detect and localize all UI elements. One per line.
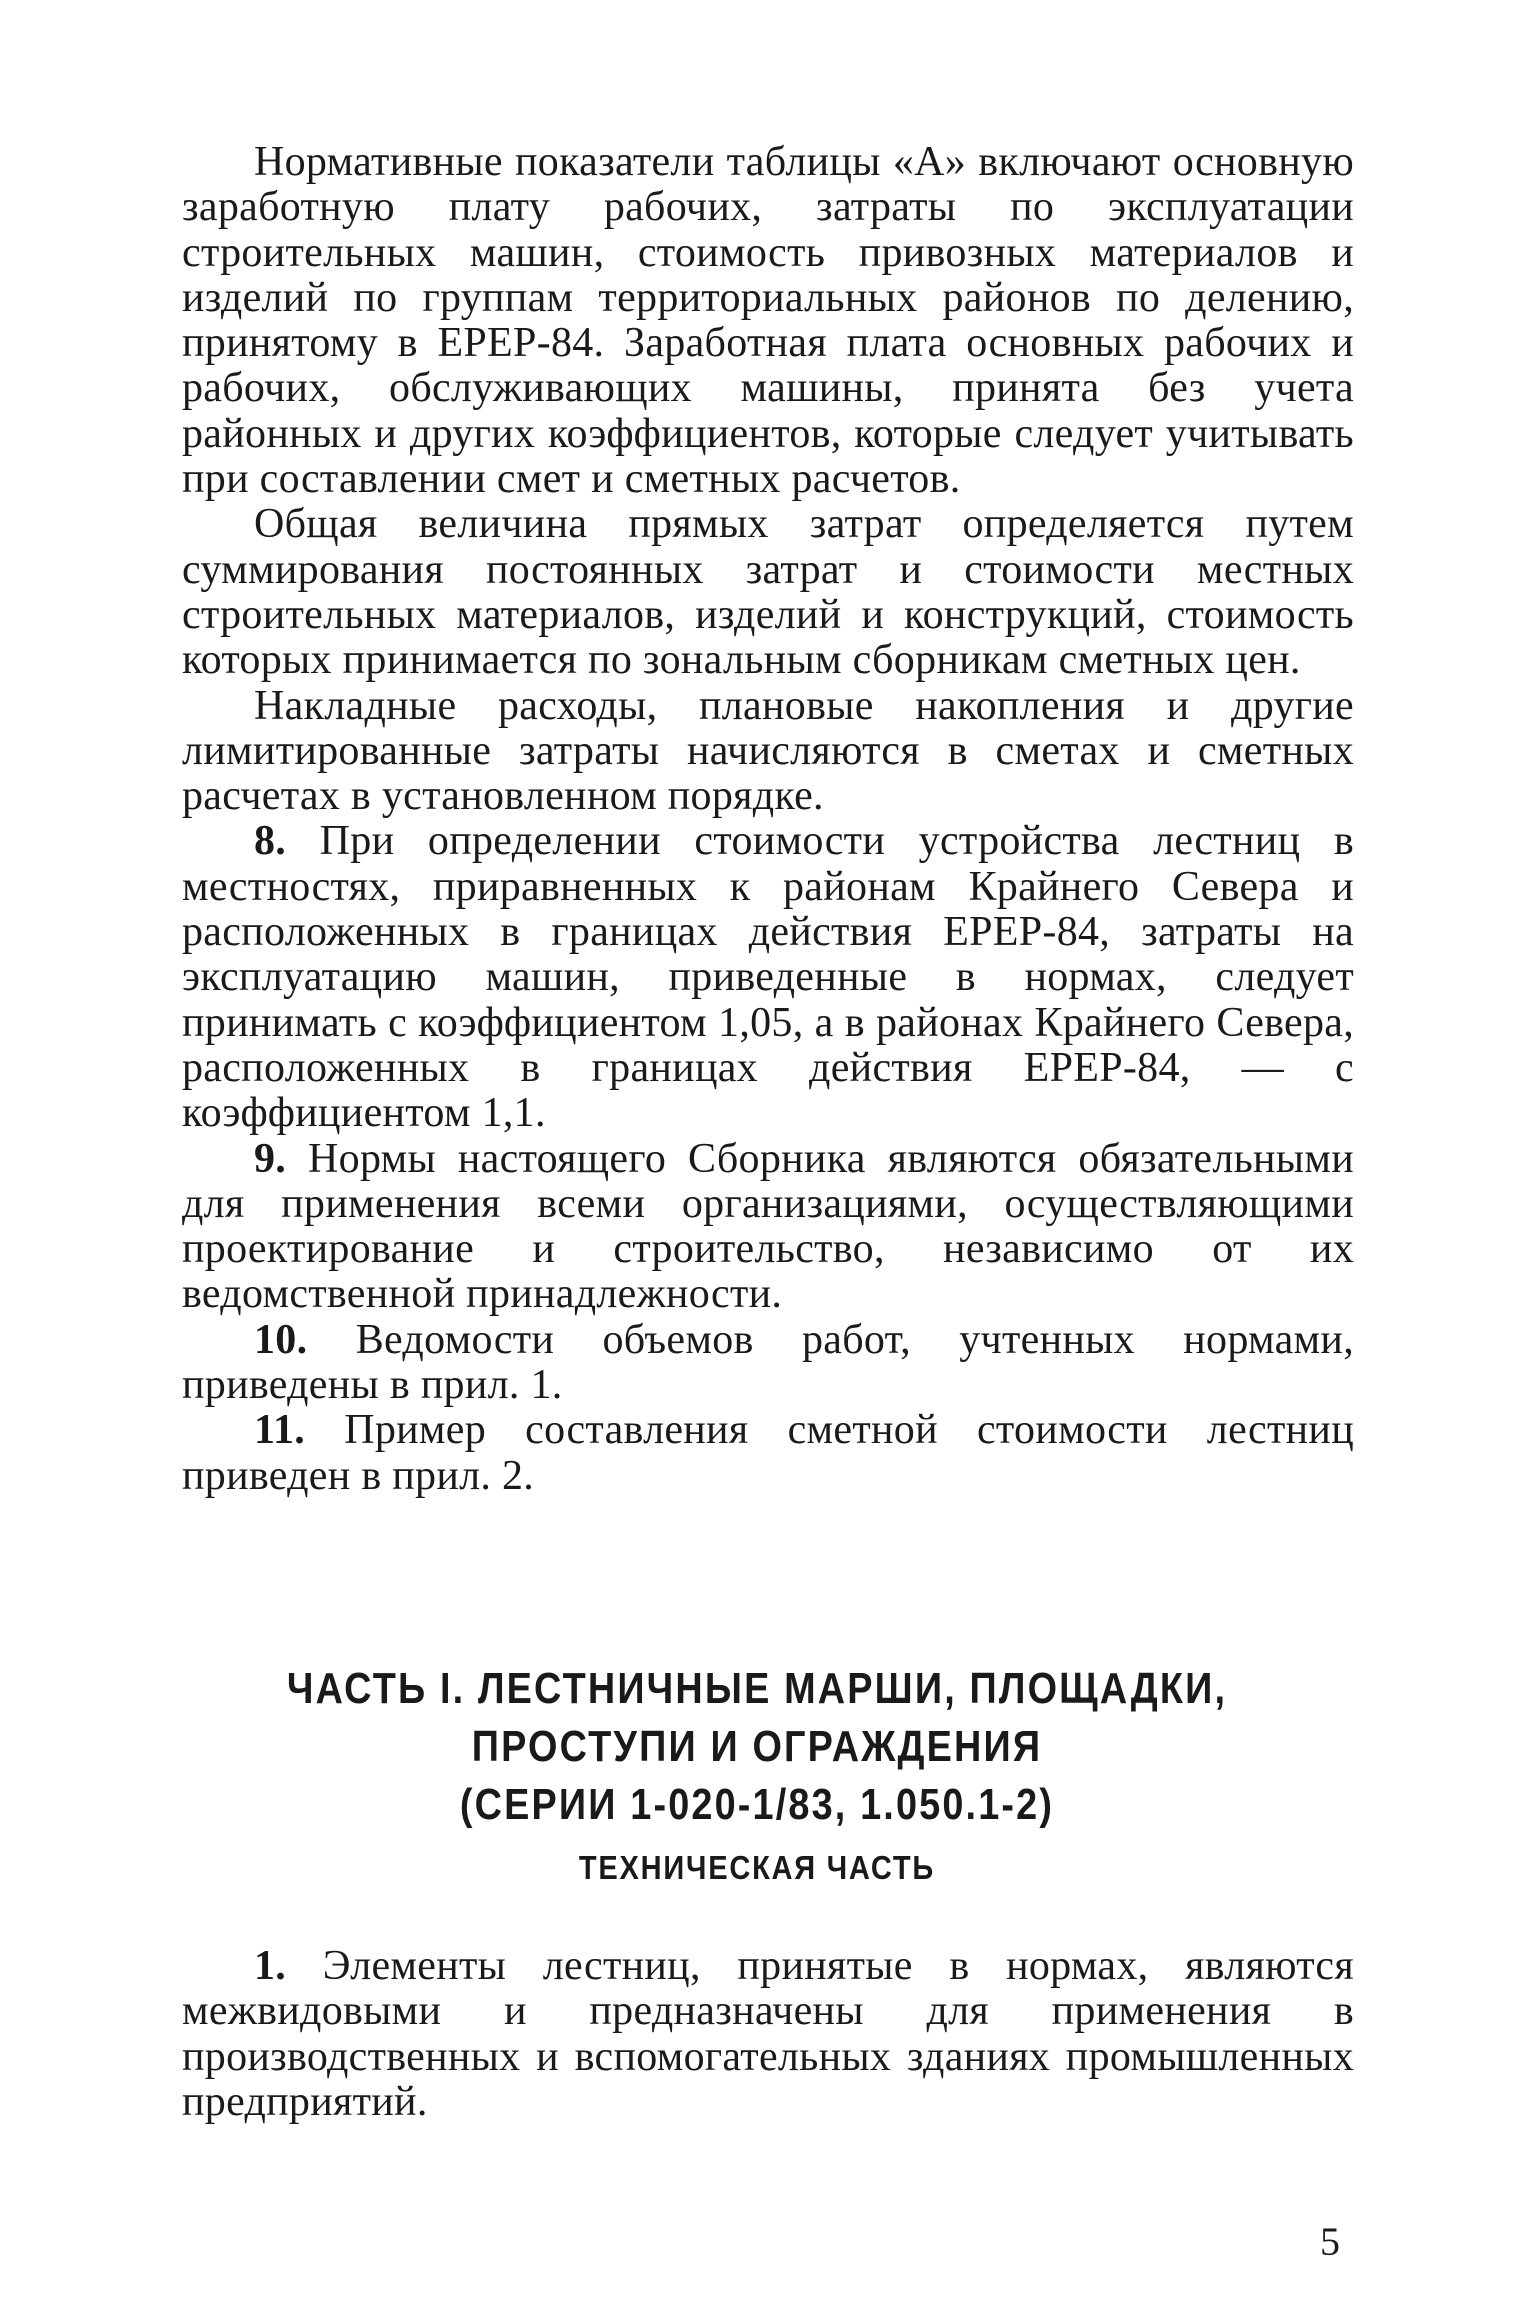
paragraph: 9. Нормы настоящего Сборника являются обязательными для применения всеми организациями, осуществляющими проектирование и строительство, независимо от их ведомственной принадлежности. [182, 1135, 1354, 1318]
paragraph: 11. Пример составления сметной стоимости лестниц приведен в прил. 2. [182, 1407, 1354, 1499]
paragraph: Общая величина прямых затрат определяется путем суммирования постоянных затрат и стоимости местных строительных материалов, изделий и конструкций, стоимость которых принимается по зональным сборникам сметных цен. [182, 501, 1354, 684]
page-number: 5 [1320, 2219, 1340, 2264]
paragraph: 1. Элементы лестниц, принятые в нормах, являются межвидовыми и предназначены для применения в производственных и вспомогательных зданиях промышленных предприятий. [182, 1943, 1354, 2125]
section-heading-line: ЧАСТЬ I. ЛЕСТНИЧНЫЕ МАРШИ, ПЛОЩАДКИ, [286, 1664, 1228, 1713]
paragraph-number: 11. [254, 1407, 306, 1454]
body-text-bottom [182, 1944, 1354, 2125]
paragraph-number: 8. [254, 818, 287, 865]
paragraph-number: 9. [254, 1135, 287, 1182]
paragraph: Накладные расходы, плановые накопления и другие лимитированные затраты начисляются в сметах и сметных расчетах в установленном порядке. [182, 682, 1354, 820]
body-text-top [182, 140, 1354, 1499]
paragraph: 8. При определении стоимости устройства лестниц в местностях, приравненных к районам Крайнего Севера и расположенных в границах действия ЕРЕР-84, затраты на эксплуатацию машин, приведенные в нормах, следует принимать с коэффициентом 1,05, а в районах Крайнего Севера, расположенных в границах действия ЕРЕР-84, — с коэффициентом 1,1. [182, 818, 1354, 1137]
paragraph-number: 10. [254, 1316, 308, 1363]
section-heading-line: (СЕРИИ 1-020-1/83, 1.050.1-2) [459, 1780, 1055, 1829]
paragraph: 10. Ведомости объемов работ, учтенных нормами, приведены в прил. 1. [182, 1316, 1354, 1409]
subheading: ТЕХНИЧЕСКАЯ ЧАСТЬ [578, 1849, 936, 1886]
section-heading [150, 1660, 1364, 1834]
paragraph-number: 1. [254, 1943, 287, 1989]
section-heading-line: ПРОСТУПИ И ОГРАЖДЕНИЯ [471, 1722, 1043, 1771]
paragraph: Нормативные показатели таблицы «А» включают основную заработную плату рабочих, затраты по эксплуатации строительных машин, стоимость привозных материалов и изделий по группам территориальных районов по делению, принятому в ЕРЕР-84. Заработная плата основных рабочих и рабочих, обслуживающих машины, принята без учета районных и других коэффициентов, которые следует учитывать при составлении смет и сметных расчетов. [182, 139, 1354, 503]
